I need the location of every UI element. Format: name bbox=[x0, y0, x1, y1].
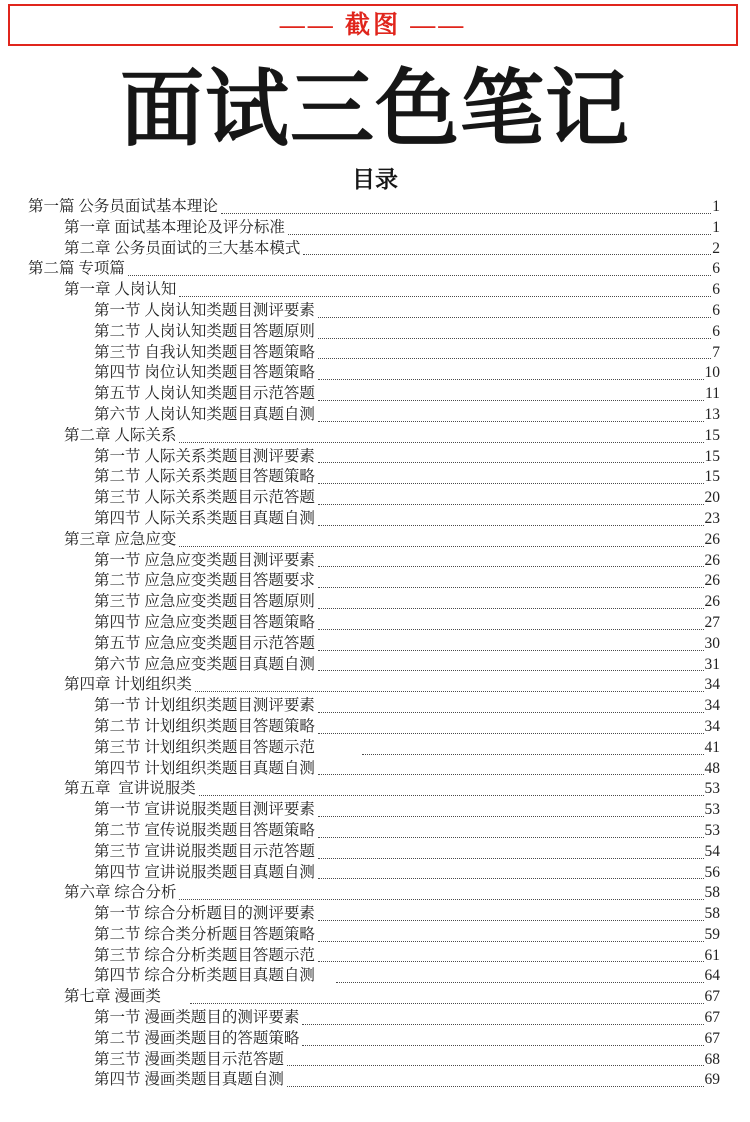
toc-entry bbox=[28, 904, 720, 925]
toc-entry bbox=[28, 842, 720, 863]
toc-leader-dots bbox=[315, 717, 705, 738]
toc-leader-dots bbox=[315, 946, 705, 967]
toc-entry bbox=[28, 634, 720, 655]
toc-entry bbox=[28, 821, 720, 842]
toc-entry bbox=[28, 322, 720, 343]
toc-page-number: 53 bbox=[704, 801, 720, 819]
toc-entry-label: 第二节 宣传说服类题目答题策略 bbox=[94, 821, 315, 839]
toc-leader-dots bbox=[315, 488, 705, 509]
toc-entry-label: 第一章 人岗认知 bbox=[64, 281, 177, 299]
toc-entry bbox=[28, 987, 720, 1008]
toc-entry-label: 第三节 人际关系类题目示范答题 bbox=[94, 489, 315, 507]
toc-entry bbox=[28, 280, 720, 301]
toc-entry bbox=[28, 447, 720, 468]
toc-entry-label: 第五节 应急应变类题目示范答题 bbox=[94, 634, 315, 652]
toc-entry-label: 第三节 宣讲说服类题目示范答题 bbox=[94, 842, 315, 860]
toc-page-number: 30 bbox=[704, 634, 720, 652]
toc-entry-label: 第一节 宣讲说服类题目测评要素 bbox=[94, 801, 315, 819]
toc-entry bbox=[28, 467, 720, 488]
toc-page-number: 67 bbox=[704, 988, 720, 1006]
toc-entry-label: 第二节 人际关系类题目答题策略 bbox=[94, 468, 315, 486]
toc-entry bbox=[28, 675, 720, 696]
toc-leader-dots bbox=[315, 592, 705, 613]
toc-page-number: 26 bbox=[704, 530, 720, 548]
toc-page-number: 61 bbox=[704, 946, 720, 964]
toc-leader-dots bbox=[315, 343, 712, 364]
toc-leader-dots bbox=[300, 239, 712, 260]
toc-entry-label: 第三章 应急应变 bbox=[64, 530, 177, 548]
toc-entry-label: 第二节 漫画类题目的答题策略 bbox=[94, 1029, 300, 1047]
toc-leader-dots bbox=[315, 842, 705, 863]
toc-entry-label: 第四节 计划组织类题目真题自测 bbox=[94, 759, 315, 777]
toc-entry-label: 第七章 漫画类 bbox=[64, 988, 161, 1006]
toc-leader-dots bbox=[285, 218, 712, 239]
toc-entry-label: 第四节 综合分析类题目真题自测 bbox=[94, 967, 315, 985]
toc-page-number: 67 bbox=[704, 1009, 720, 1027]
toc-page-number: 34 bbox=[704, 676, 720, 694]
toc-entry-label: 第四节 宣讲说服类题目真题自测 bbox=[94, 863, 315, 881]
toc-entry-label: 第二篇 专项篇 bbox=[28, 260, 125, 278]
toc-entry-label: 第二章 公务员面试的三大基本模式 bbox=[64, 239, 301, 257]
toc-entry-label: 第一节 应急应变类题目测评要素 bbox=[94, 551, 315, 569]
toc-leader-dots bbox=[315, 467, 705, 488]
toc-leader-dots bbox=[284, 1050, 705, 1071]
toc-page-number: 27 bbox=[704, 613, 720, 631]
toc-leader-dots bbox=[315, 301, 712, 322]
toc-entry-label: 第一节 计划组织类题目测评要素 bbox=[94, 697, 315, 715]
toc-entry-label: 第三节 自我认知类题目答题策略 bbox=[94, 343, 315, 361]
toc-entry bbox=[28, 197, 720, 218]
toc-leader-dots bbox=[299, 1008, 704, 1029]
toc-leader-dots bbox=[359, 738, 705, 759]
toc-entry bbox=[28, 696, 720, 717]
toc-entry bbox=[28, 738, 720, 759]
toc-leader-dots bbox=[315, 551, 705, 572]
toc-entry-label: 第一节 人际关系类题目测评要素 bbox=[94, 447, 315, 465]
toc-leader-dots bbox=[315, 634, 705, 655]
toc-leader-dots bbox=[315, 696, 705, 717]
toc-page-number: 13 bbox=[704, 405, 720, 423]
toc-entry-label: 第二节 计划组织类题目答题策略 bbox=[94, 717, 315, 735]
toc-entry-label: 第六节 应急应变类题目真题自测 bbox=[94, 655, 315, 673]
toc-entry-label: 第二章 人际关系 bbox=[64, 426, 177, 444]
toc-leader-dots bbox=[187, 987, 705, 1008]
toc-page-number: 20 bbox=[704, 489, 720, 507]
toc-page-number: 69 bbox=[704, 1071, 720, 1089]
toc-page-number: 1 bbox=[712, 198, 720, 215]
toc-leader-dots bbox=[192, 675, 705, 696]
toc-entry-label: 第三节 漫画类题目示范答题 bbox=[94, 1050, 284, 1068]
toc-page-number: 10 bbox=[704, 364, 720, 382]
toc-page-number: 26 bbox=[704, 593, 720, 611]
toc-entry bbox=[28, 717, 720, 738]
toc-entry bbox=[28, 966, 720, 987]
toc-leader-dots bbox=[176, 530, 704, 551]
toc-leader-dots bbox=[315, 384, 705, 405]
toc-leader-dots bbox=[315, 925, 705, 946]
toc-entry bbox=[28, 530, 720, 551]
toc-entry-label: 第四节 岗位认知类题目答题策略 bbox=[94, 364, 315, 382]
toc-entry-label: 第五节 人岗认知类题目示范答题 bbox=[94, 385, 315, 403]
toc-page-number: 67 bbox=[704, 1029, 720, 1047]
toc-leader-dots bbox=[315, 322, 712, 343]
toc-entry bbox=[28, 925, 720, 946]
toc-page-number: 6 bbox=[712, 281, 720, 299]
toc-entry-label: 第六节 人岗认知类题目真题自测 bbox=[94, 405, 315, 423]
toc-entry-label: 第二节 综合类分析题目答题策略 bbox=[94, 925, 315, 943]
toc-page-number: 58 bbox=[704, 905, 720, 923]
toc-page-number: 7 bbox=[712, 343, 720, 361]
toc-leader-dots bbox=[315, 405, 705, 426]
toc-leader-dots bbox=[315, 863, 705, 884]
toc-page-number: 41 bbox=[704, 738, 720, 756]
toc-leader-dots bbox=[315, 655, 705, 676]
document-title: 面试三色笔记 bbox=[119, 64, 630, 157]
toc-leader-dots bbox=[315, 447, 705, 468]
toc-entry-label: 第四节 人际关系类题目真题自测 bbox=[94, 509, 315, 527]
toc-entry-label: 第四节 漫画类题目真题自测 bbox=[94, 1071, 284, 1089]
toc-entry bbox=[28, 1050, 720, 1071]
toc-entry bbox=[28, 571, 720, 592]
toc-page-number: 15 bbox=[704, 468, 720, 486]
toc-entry-label: 第四章 计划组织类 bbox=[64, 676, 192, 694]
toc-entry-label: 第一节 综合分析题目的测评要素 bbox=[94, 905, 315, 923]
toc-page-number: 26 bbox=[704, 551, 720, 569]
toc-page-number: 56 bbox=[704, 863, 720, 881]
toc-entry bbox=[28, 1029, 720, 1050]
toc-leader-dots bbox=[284, 1070, 705, 1091]
toc-page-number: 53 bbox=[704, 780, 720, 798]
toc-page-number: 6 bbox=[712, 260, 720, 278]
toc-entry-label: 第六章 综合分析 bbox=[64, 884, 177, 902]
toc-entry bbox=[28, 239, 720, 260]
toc-leader-dots bbox=[315, 821, 705, 842]
toc-entry bbox=[28, 488, 720, 509]
toc-page-number: 64 bbox=[704, 967, 720, 985]
toc-entry bbox=[28, 259, 720, 280]
toc-page-number: 68 bbox=[704, 1050, 720, 1068]
toc-leader-dots bbox=[315, 800, 705, 821]
toc-page-number: 53 bbox=[704, 821, 720, 839]
toc-entry bbox=[28, 384, 720, 405]
toc-entry bbox=[28, 759, 720, 780]
toc-page-number: 15 bbox=[704, 447, 720, 465]
toc-entry-label: 第五章 宣讲说服类 bbox=[64, 780, 196, 798]
toc-entry bbox=[28, 800, 720, 821]
toc-entry bbox=[28, 883, 720, 904]
toc-entry-label: 第一篇 公务员面试基本理论 bbox=[28, 198, 218, 215]
toc-entry bbox=[28, 779, 720, 800]
toc-entry bbox=[28, 863, 720, 884]
toc-leader-dots bbox=[315, 509, 705, 530]
screenshot-banner bbox=[8, 4, 738, 46]
toc-entry bbox=[28, 218, 720, 239]
toc-page-number: 15 bbox=[704, 426, 720, 444]
toc-list bbox=[28, 197, 720, 1091]
toc-page-number: 11 bbox=[705, 385, 720, 403]
toc-entry bbox=[28, 301, 720, 322]
toc-page-number: 34 bbox=[704, 697, 720, 715]
toc-leader-dots bbox=[196, 779, 705, 800]
toc-leader-dots bbox=[315, 571, 705, 592]
toc-entry bbox=[28, 426, 720, 447]
toc-entry-label: 第三节 计划组织类题目答题示范 bbox=[94, 738, 315, 756]
toc-leader-dots bbox=[176, 883, 704, 904]
toc-entry-label: 第一节 人岗认知类题目测评要素 bbox=[94, 301, 315, 319]
toc-entry bbox=[28, 1070, 720, 1091]
toc-leader-dots bbox=[218, 197, 712, 218]
toc-page-number: 31 bbox=[704, 655, 720, 673]
toc-leader-dots bbox=[299, 1029, 704, 1050]
toc-page-number: 1 bbox=[712, 218, 720, 236]
toc-page-number: 59 bbox=[704, 925, 720, 943]
toc-leader-dots bbox=[125, 259, 712, 280]
toc-entry bbox=[28, 509, 720, 530]
toc-entry bbox=[28, 343, 720, 364]
toc-entry-label: 第三节 应急应变类题目答题原则 bbox=[94, 593, 315, 611]
toc-entry-label: 第一节 漫画类题目的测评要素 bbox=[94, 1009, 300, 1027]
toc-entry bbox=[28, 1008, 720, 1029]
toc-page-number: 2 bbox=[712, 239, 720, 257]
toc-page-number: 34 bbox=[704, 717, 720, 735]
toc-leader-dots bbox=[315, 363, 705, 384]
toc-entry bbox=[28, 946, 720, 967]
toc-leader-dots bbox=[176, 280, 712, 301]
toc-leader-dots bbox=[315, 613, 705, 634]
toc-leader-dots bbox=[315, 759, 705, 780]
toc-page-number: 58 bbox=[704, 884, 720, 902]
toc-entry-label: 第四节 应急应变类题目答题策略 bbox=[94, 613, 315, 631]
toc-entry bbox=[28, 405, 720, 426]
toc-page-number: 6 bbox=[712, 301, 720, 319]
toc-page-number: 23 bbox=[704, 509, 720, 527]
toc-entry bbox=[28, 655, 720, 676]
toc-entry-label: 第二节 人岗认知类题目答题原则 bbox=[94, 322, 315, 340]
toc-heading: 目录 bbox=[352, 167, 398, 192]
toc-entry-label: 第三节 综合分析类题目答题示范 bbox=[94, 946, 315, 964]
toc-entry bbox=[28, 592, 720, 613]
toc-entry-label: 第二节 应急应变类题目答题要求 bbox=[94, 572, 315, 590]
toc-leader-dots bbox=[176, 426, 704, 447]
toc-entry bbox=[28, 363, 720, 384]
toc-leader-dots bbox=[333, 966, 705, 987]
toc-page-number: 54 bbox=[704, 842, 720, 860]
toc-page-number: 6 bbox=[712, 322, 720, 340]
toc-page-number: 48 bbox=[704, 759, 720, 777]
toc-leader-dots bbox=[315, 904, 705, 925]
toc-entry bbox=[28, 551, 720, 572]
toc-page-number: 26 bbox=[704, 572, 720, 590]
banner-label: —— 截图 —— bbox=[279, 11, 467, 39]
toc-entry bbox=[28, 613, 720, 634]
toc-entry-label: 第一章 面试基本理论及评分标准 bbox=[64, 218, 285, 236]
